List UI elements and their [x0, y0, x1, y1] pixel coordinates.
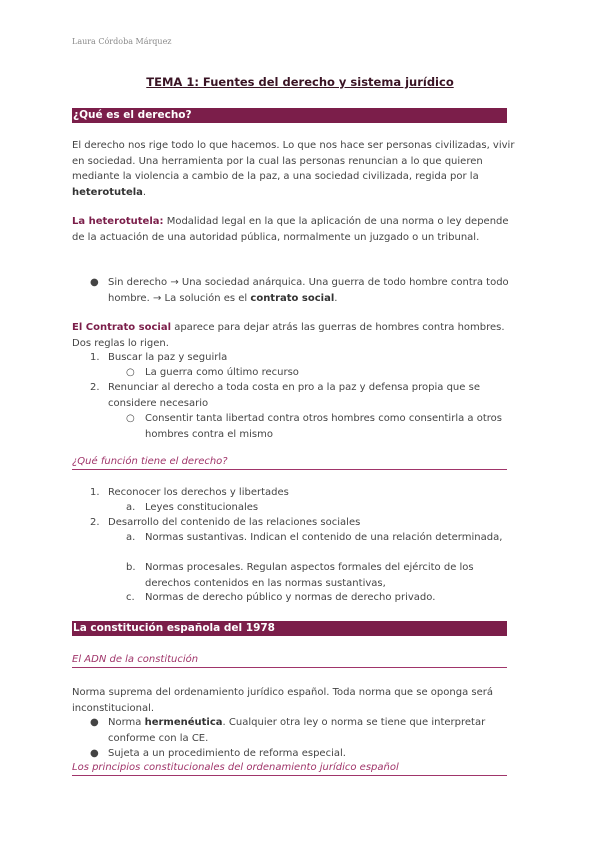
- list-letter: a.: [126, 532, 136, 543]
- bullet-text: Sin derecho → Una sociedad anárquica. Una guerra de todo hombre contra todo hombre. → La solución es el: [108, 277, 509, 304]
- page-title: TEMA 1: Fuentes del derecho y sistema jurídico: [146, 75, 454, 89]
- funcion-2b: Normas procesales. Regulan aspectos formales del ejército de los derechos contenidos en las normas sustantivas,: [145, 562, 474, 589]
- funcion-2: Desarrollo del contenido de las relaciones sociales: [108, 517, 361, 528]
- adn-bullet-1: [108, 715, 518, 746]
- subheading-principios: Los principios constitucionales del ordenamiento jurídico español: [72, 762, 507, 776]
- bullet-sin-derecho: [108, 275, 518, 306]
- section-heading-derecho: ¿Qué es el derecho?: [72, 108, 507, 123]
- funcion-1: Reconocer los derechos y libertades: [108, 487, 289, 498]
- list-letter: b.: [126, 562, 136, 573]
- funcion-2a: Normas sustantivas. Indican el contenido de una relación determinada,: [145, 532, 503, 543]
- intro-paragraph: [72, 138, 517, 200]
- section-heading-constitucion: La constitución española del 1978: [72, 621, 507, 636]
- list-number: 2.: [90, 517, 100, 528]
- adn-b1-text: . Cualquier otra ley o norma se tiene que interpretar conforme con la CE.: [108, 717, 486, 744]
- list-letter: a.: [126, 502, 136, 513]
- list-number: 2.: [90, 382, 100, 393]
- subheading-funcion: ¿Qué función tiene el derecho?: [72, 456, 507, 470]
- adn-b1-bold: hermenéutica: [144, 717, 223, 728]
- contrato-text: aparece para dejar atrás las guerras de hombres contra hombres. Dos reglas lo rigen.: [72, 322, 505, 349]
- list-letter: c.: [126, 592, 135, 603]
- list-number: 1.: [90, 487, 100, 498]
- list-number: 1.: [90, 352, 100, 363]
- bullet-marker: ●: [90, 717, 99, 728]
- rule-1a: La guerra como último recurso: [145, 367, 299, 378]
- funcion-2c: Normas de derecho público y normas de derecho privado.: [145, 592, 436, 603]
- rule-2a: Consentir tanta libertad contra otros hombres como consentirla a otros hombres contra el mismo: [145, 413, 502, 440]
- intro-text: El derecho nos rige todo lo que hacemos. Lo que nos hace ser personas civilizadas, vivir en sociedad. Una herramienta por la cual las personas renuncian a lo que quieren mediante la violencia a cambio de la paz, a una sociedad civilizada, regida por la: [72, 140, 515, 182]
- rule-2: Renunciar al derecho a toda costa en pro a la paz y defensa propia que se considere necesario: [108, 382, 480, 409]
- subheading-adn: El ADN de la constitución: [72, 654, 507, 668]
- bullet-end: .: [334, 292, 338, 304]
- heterotutela-paragraph: [72, 214, 517, 245]
- bullet-marker: ●: [90, 277, 99, 288]
- intro-end: .: [142, 186, 147, 198]
- adn-bullet-2: Sujeta a un procedimiento de reforma especial.: [108, 748, 346, 759]
- adn-b1-pre: Norma: [108, 717, 145, 728]
- intro-bold: heterotutela: [72, 186, 143, 198]
- bullet-bold: contrato social: [250, 292, 335, 304]
- contrato-term: El Contrato social: [72, 322, 172, 333]
- bullet-marker: ●: [90, 748, 99, 759]
- heterotutela-text: Modalidad legal en la que la aplicación de una norma o ley depende de la actuación de una autoridad pública, normalmente un juzgado o un tribunal.: [72, 216, 509, 243]
- funcion-1a: Leyes constitucionales: [145, 502, 259, 513]
- author-name: Laura Córdoba Márquez: [72, 37, 172, 46]
- rule-1: Buscar la paz y seguirla: [108, 352, 228, 363]
- contrato-paragraph: [72, 320, 517, 351]
- adn-paragraph: Norma suprema del ordenamiento jurídico español. Toda norma que se oponga será inconstitucional.: [72, 687, 493, 714]
- heterotutela-term: La heterotutela:: [72, 216, 164, 227]
- circle-marker: ○: [126, 367, 135, 378]
- circle-marker: ○: [126, 413, 135, 424]
